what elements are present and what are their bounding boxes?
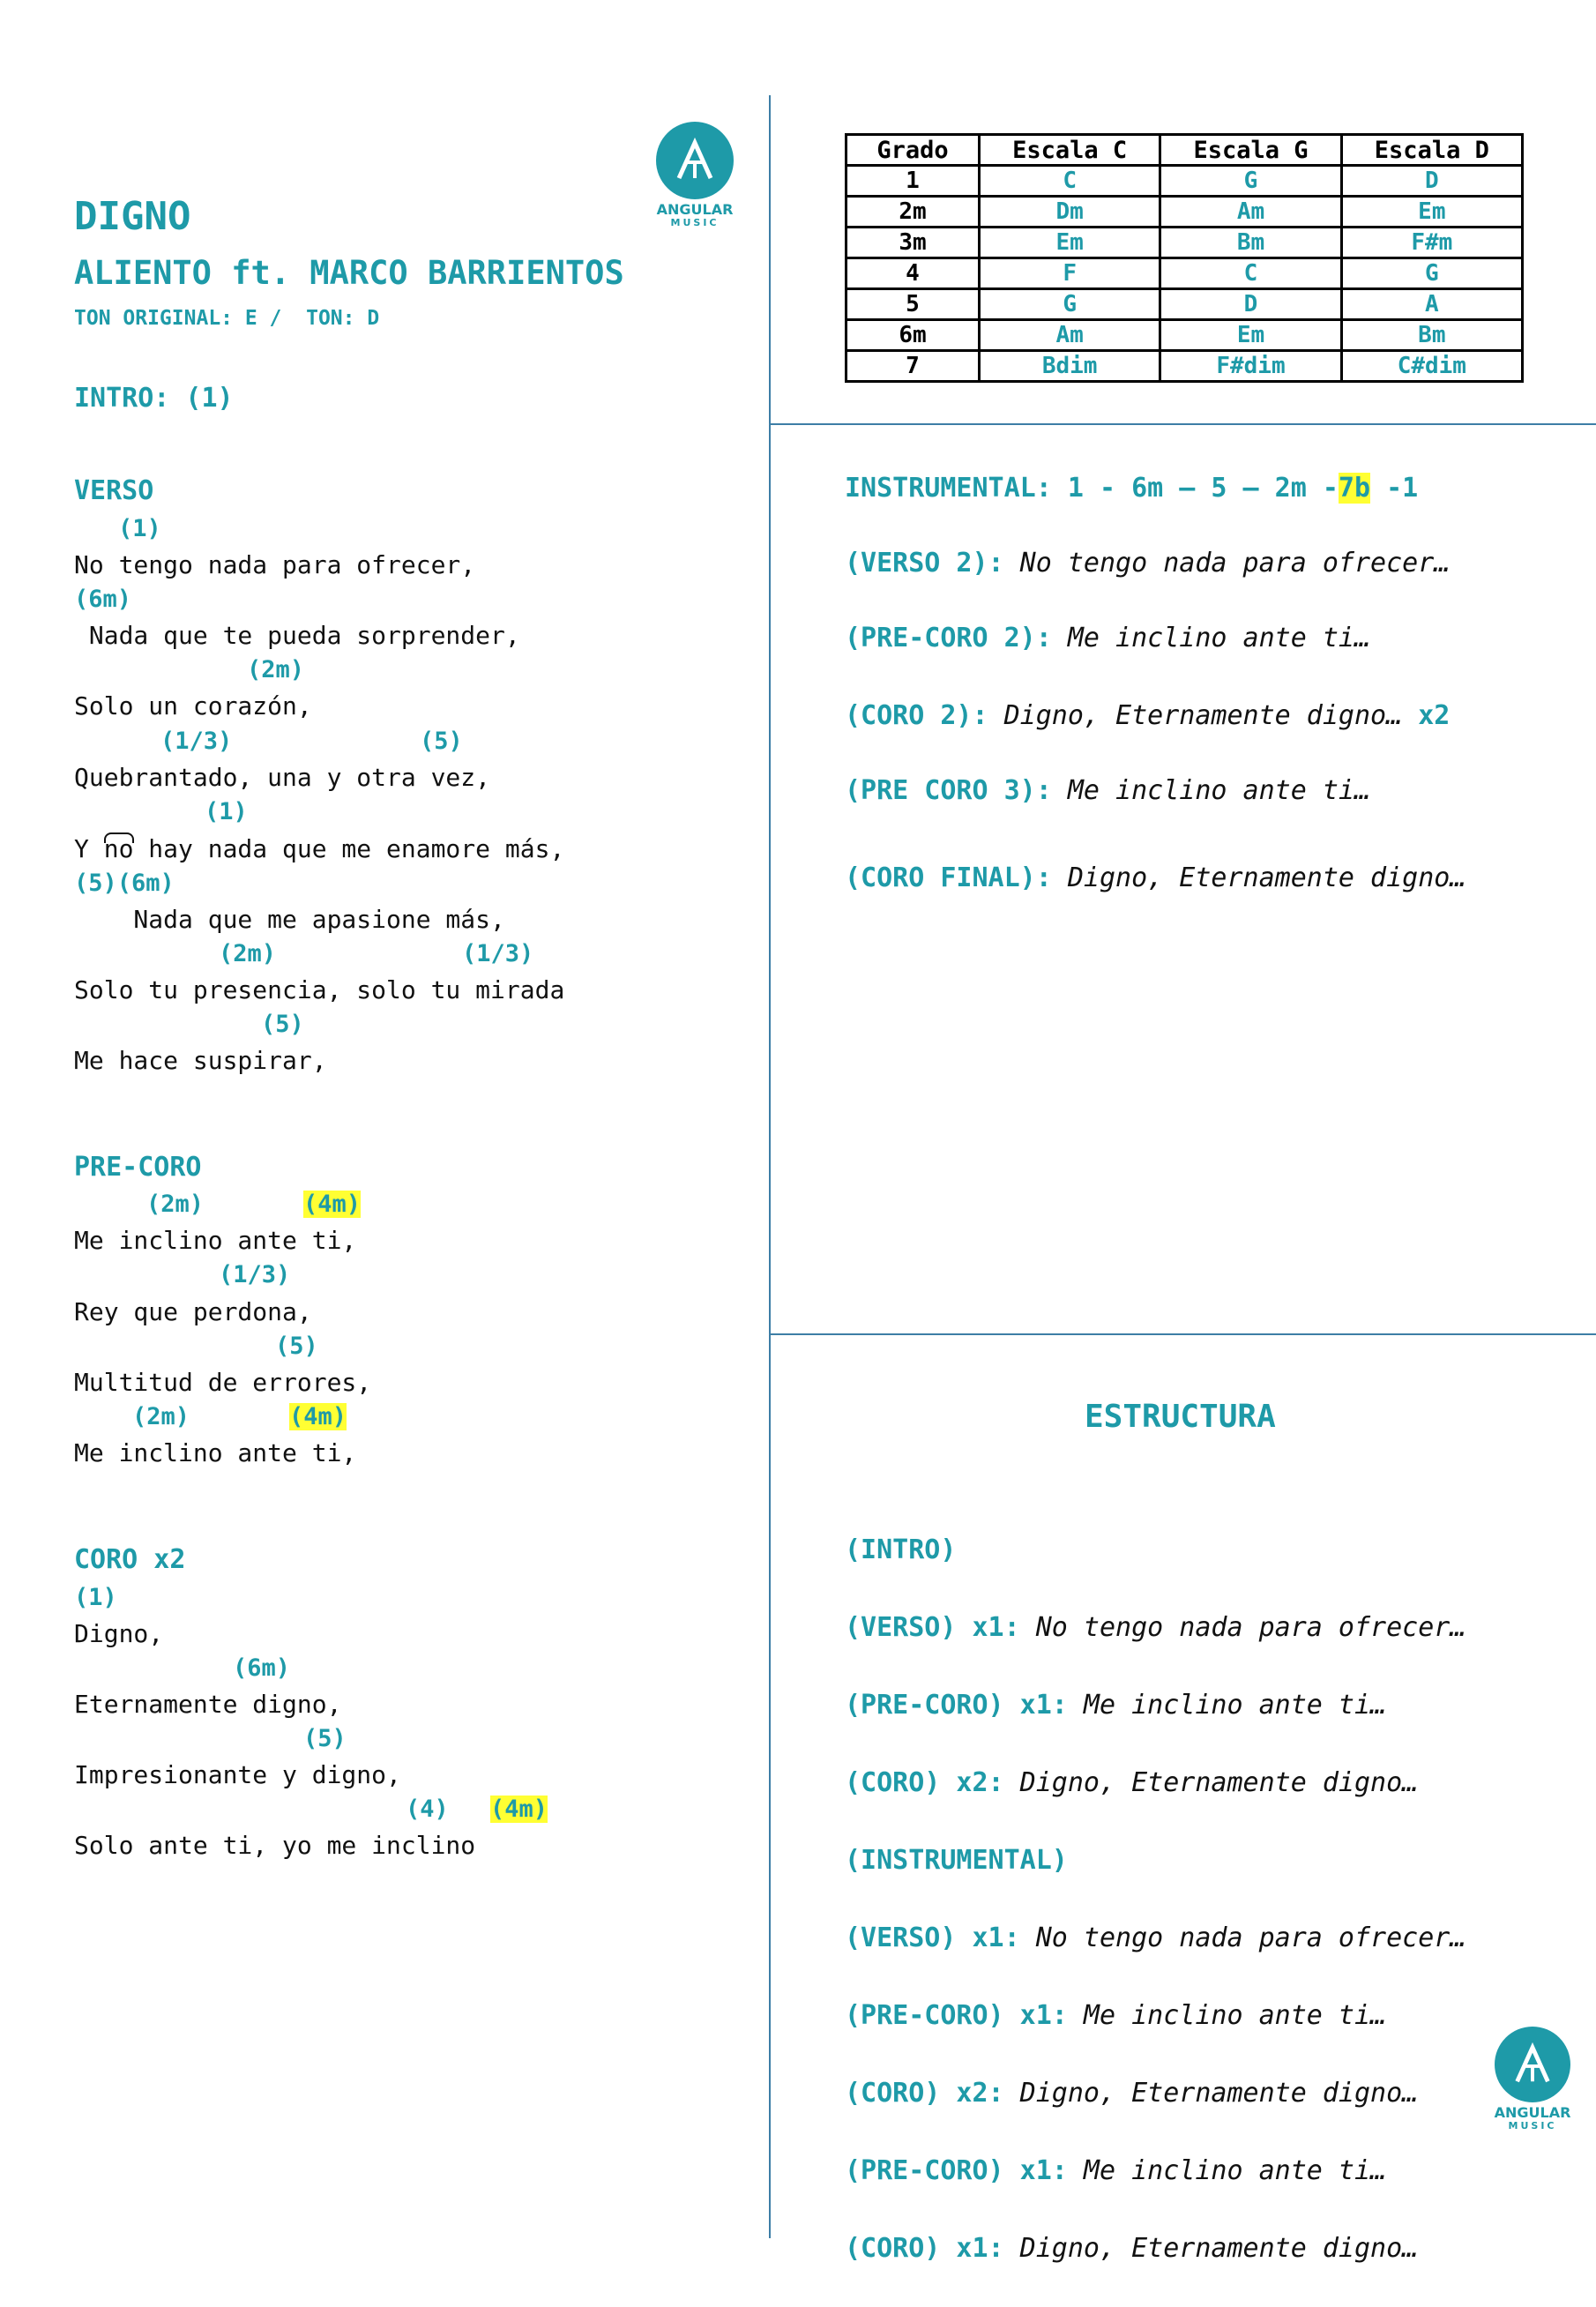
lyric-line: Eternamente digno, [74, 1690, 342, 1719]
chord-highlighted: (4m) [289, 1403, 347, 1430]
instrumental-highlight: 7b [1338, 473, 1371, 504]
table-cell: Bm [1341, 320, 1522, 351]
estructura-text: Me inclino ante ti… [1067, 2000, 1387, 2031]
section-label: (PRE CORO 3): [845, 775, 1052, 806]
chord: (1/3) [160, 728, 233, 755]
estructura-item [845, 1919, 1465, 1958]
lyric-line: Impresionante y digno, [74, 1760, 401, 1789]
section-precoro-3 [845, 775, 1370, 806]
lyric-line: Nada que te pueda sorprender, [74, 621, 520, 650]
section-verso-2 [845, 548, 1450, 579]
logo-mark-icon [1495, 2027, 1570, 2102]
estructura-label: (VERSO) x1: [845, 1922, 1020, 1953]
estructura-heading: ESTRUCTURA [1085, 1399, 1276, 1435]
logo-subtext: MUSIC [670, 216, 720, 228]
section-label: (VERSO 2): [845, 548, 1004, 579]
lyric-line: Y no hay nada que me enamore más, [74, 834, 565, 863]
verso-heading: VERSO [74, 475, 154, 506]
chord-highlighted: (4m) [490, 1796, 548, 1823]
logo-text: ANGULAR [1494, 2104, 1571, 2121]
section-text: Digno, Eternamente digno… [1051, 862, 1466, 893]
section-coro-final [845, 862, 1465, 893]
chord: (1) [118, 515, 161, 542]
angular-music-logo [651, 122, 739, 228]
table-header: Escala C [980, 135, 1160, 166]
estructura-text: No tengo nada para ofrecer… [1019, 1922, 1466, 1953]
table-cell: G [980, 289, 1160, 320]
table-cell: 4 [846, 258, 980, 289]
chord: (1) [205, 798, 248, 825]
estructura-item [845, 1841, 1465, 1880]
section-coro-2 [845, 700, 1450, 731]
chord: (5) [303, 1725, 347, 1752]
song-title: DIGNO [74, 194, 191, 239]
song-tone: TON ORIGINAL: E / TON: D [74, 307, 380, 330]
estructura-label: (PRE-CORO) x1: [845, 2000, 1068, 2031]
table-cell: 3m [846, 228, 980, 258]
divider-middle-right [769, 1333, 1596, 1335]
coro-heading: CORO x2 [74, 1544, 186, 1575]
table-cell: G [1341, 258, 1522, 289]
table-row [846, 228, 1523, 258]
estructura-item [845, 2074, 1465, 2113]
estructura-list [845, 1492, 1465, 2307]
estructura-label: (CORO) x1: [845, 2233, 1004, 2264]
table-cell: Em [980, 228, 1160, 258]
column-divider [769, 95, 771, 2238]
table-row [846, 197, 1523, 228]
precoro-heading: PRE-CORO [74, 1152, 202, 1183]
chord: (2m) [132, 1403, 190, 1430]
song-artist: ALIENTO ft. MARCO BARRIENTOS [74, 254, 624, 292]
table-cell: F [980, 258, 1160, 289]
table-cell: D [1160, 289, 1341, 320]
lyric-line: Quebrantado, una y otra vez, [74, 763, 491, 792]
table-cell: C#dim [1341, 351, 1522, 382]
estructura-item [845, 1609, 1465, 1647]
table-cell: Em [1160, 320, 1341, 351]
estructura-label: (CORO) x2: [845, 1767, 1004, 1798]
logo-text: ANGULAR [656, 201, 734, 218]
estructura-item [845, 2229, 1465, 2268]
estructura-item [845, 1764, 1465, 1803]
table-cell: F#dim [1160, 351, 1341, 382]
logo-mark-icon [656, 122, 734, 199]
estructura-text: No tengo nada para ofrecer… [1019, 1612, 1466, 1643]
table-row [846, 258, 1523, 289]
estructura-text: Digno, Eternamente digno… [1003, 1767, 1419, 1798]
section-precoro-2 [845, 623, 1370, 653]
table-cell: 6m [846, 320, 980, 351]
lyric-line: Solo tu presencia, solo tu mirada [74, 975, 565, 1004]
chord-highlighted: (4m) [303, 1191, 362, 1218]
intro-line: INTRO: (1) [74, 383, 234, 414]
chord: (5) [420, 728, 463, 755]
lyric-line: Solo ante ti, yo me inclino [74, 1831, 476, 1860]
section-text: Me inclino ante ti… [1051, 623, 1371, 653]
chord: (5)(6m) [74, 870, 175, 897]
estructura-label: (PRE-CORO) x1: [845, 2155, 1068, 2186]
estructura-item [845, 1531, 1465, 1570]
table-row [846, 320, 1523, 351]
table-cell: Am [980, 320, 1160, 351]
lyric-line: Solo un corazón, [74, 691, 312, 720]
instrumental-line [845, 473, 1418, 504]
logo-subtext: MUSIC [1508, 2119, 1557, 2132]
table-cell: Bm [1160, 228, 1341, 258]
estructura-label: (VERSO) x1: [845, 1612, 1020, 1643]
estructura-text: Me inclino ante ti… [1067, 1690, 1387, 1721]
table-row [846, 351, 1523, 382]
instrumental-end: -1 [1370, 473, 1419, 504]
table-cell: Dm [980, 197, 1160, 228]
section-label: (CORO FINAL): [845, 862, 1052, 893]
lyric-line: Me inclino ante ti, [74, 1226, 357, 1255]
lyric-line: No tengo nada para ofrecer, [74, 550, 476, 579]
table-cell: D [1341, 166, 1522, 197]
estructura-item [845, 2152, 1465, 2191]
table-cell: 5 [846, 289, 980, 320]
chord-degree-table [845, 133, 1524, 383]
table-cell: G [1160, 166, 1341, 197]
chord: (4) [406, 1796, 449, 1823]
table-cell: C [980, 166, 1160, 197]
estructura-label: (INTRO) [845, 1534, 957, 1565]
table-cell: 7 [846, 351, 980, 382]
table-cell: 1 [846, 166, 980, 197]
lyric-line: Multitud de errores, [74, 1368, 372, 1397]
table-row [846, 166, 1523, 197]
estructura-item [845, 1997, 1465, 2035]
chord: (5) [261, 1011, 304, 1038]
lyric-line: Me inclino ante ti, [74, 1438, 357, 1467]
estructura-text: Digno, Eternamente digno… [1003, 2233, 1419, 2264]
lyric-line: Rey que perdona, [74, 1297, 312, 1326]
chord: (2m) [219, 940, 277, 967]
table-row [846, 289, 1523, 320]
lyric-line: Digno, [74, 1619, 164, 1648]
section-label: (CORO 2): [845, 700, 988, 731]
section-label: (PRE-CORO 2): [845, 623, 1052, 653]
table-cell: Em [1341, 197, 1522, 228]
chord: (5) [275, 1333, 318, 1360]
chord: (1/3) [219, 1261, 291, 1288]
section-text: No tengo nada para ofrecer… [1003, 548, 1451, 579]
chord: (6m) [74, 586, 132, 613]
table-header: Escala D [1341, 135, 1522, 166]
estructura-text: Me inclino ante ti… [1067, 2155, 1387, 2186]
section-text: Me inclino ante ti… [1051, 775, 1371, 806]
estructura-text: Digno, Eternamente digno… [1003, 2078, 1419, 2109]
chord: (2m) [146, 1191, 205, 1218]
table-cell: C [1160, 258, 1341, 289]
lyric-line: Nada que me apasione más, [74, 905, 505, 934]
table-header: Escala G [1160, 135, 1341, 166]
estructura-label: (INSTRUMENTAL) [845, 1845, 1068, 1876]
chord: (2m) [247, 656, 305, 683]
table-header: Grado [846, 135, 980, 166]
chord: (6m) [233, 1654, 291, 1682]
section-suffix: x2 [1402, 700, 1451, 731]
chord: (1/3) [462, 940, 534, 967]
table-cell: Bdim [980, 351, 1160, 382]
section-text: Digno, Eternamente digno… [988, 700, 1403, 731]
table-cell: F#m [1341, 228, 1522, 258]
instrumental-label: INSTRUMENTAL: 1 - 6m – 5 – 2m - [845, 473, 1339, 504]
table-header-row [846, 135, 1523, 166]
estructura-label: (CORO) x2: [845, 2078, 1004, 2109]
table-cell: 2m [846, 197, 980, 228]
table-cell: A [1341, 289, 1522, 320]
estructura-item [845, 1686, 1465, 1725]
table-cell: Am [1160, 197, 1341, 228]
chord: (1) [74, 1584, 117, 1611]
lyric-line: Me hace suspirar, [74, 1046, 327, 1075]
divider-top-right [769, 423, 1596, 425]
angular-music-logo-bottom [1488, 2027, 1577, 2131]
estructura-label: (PRE-CORO) x1: [845, 1690, 1068, 1721]
